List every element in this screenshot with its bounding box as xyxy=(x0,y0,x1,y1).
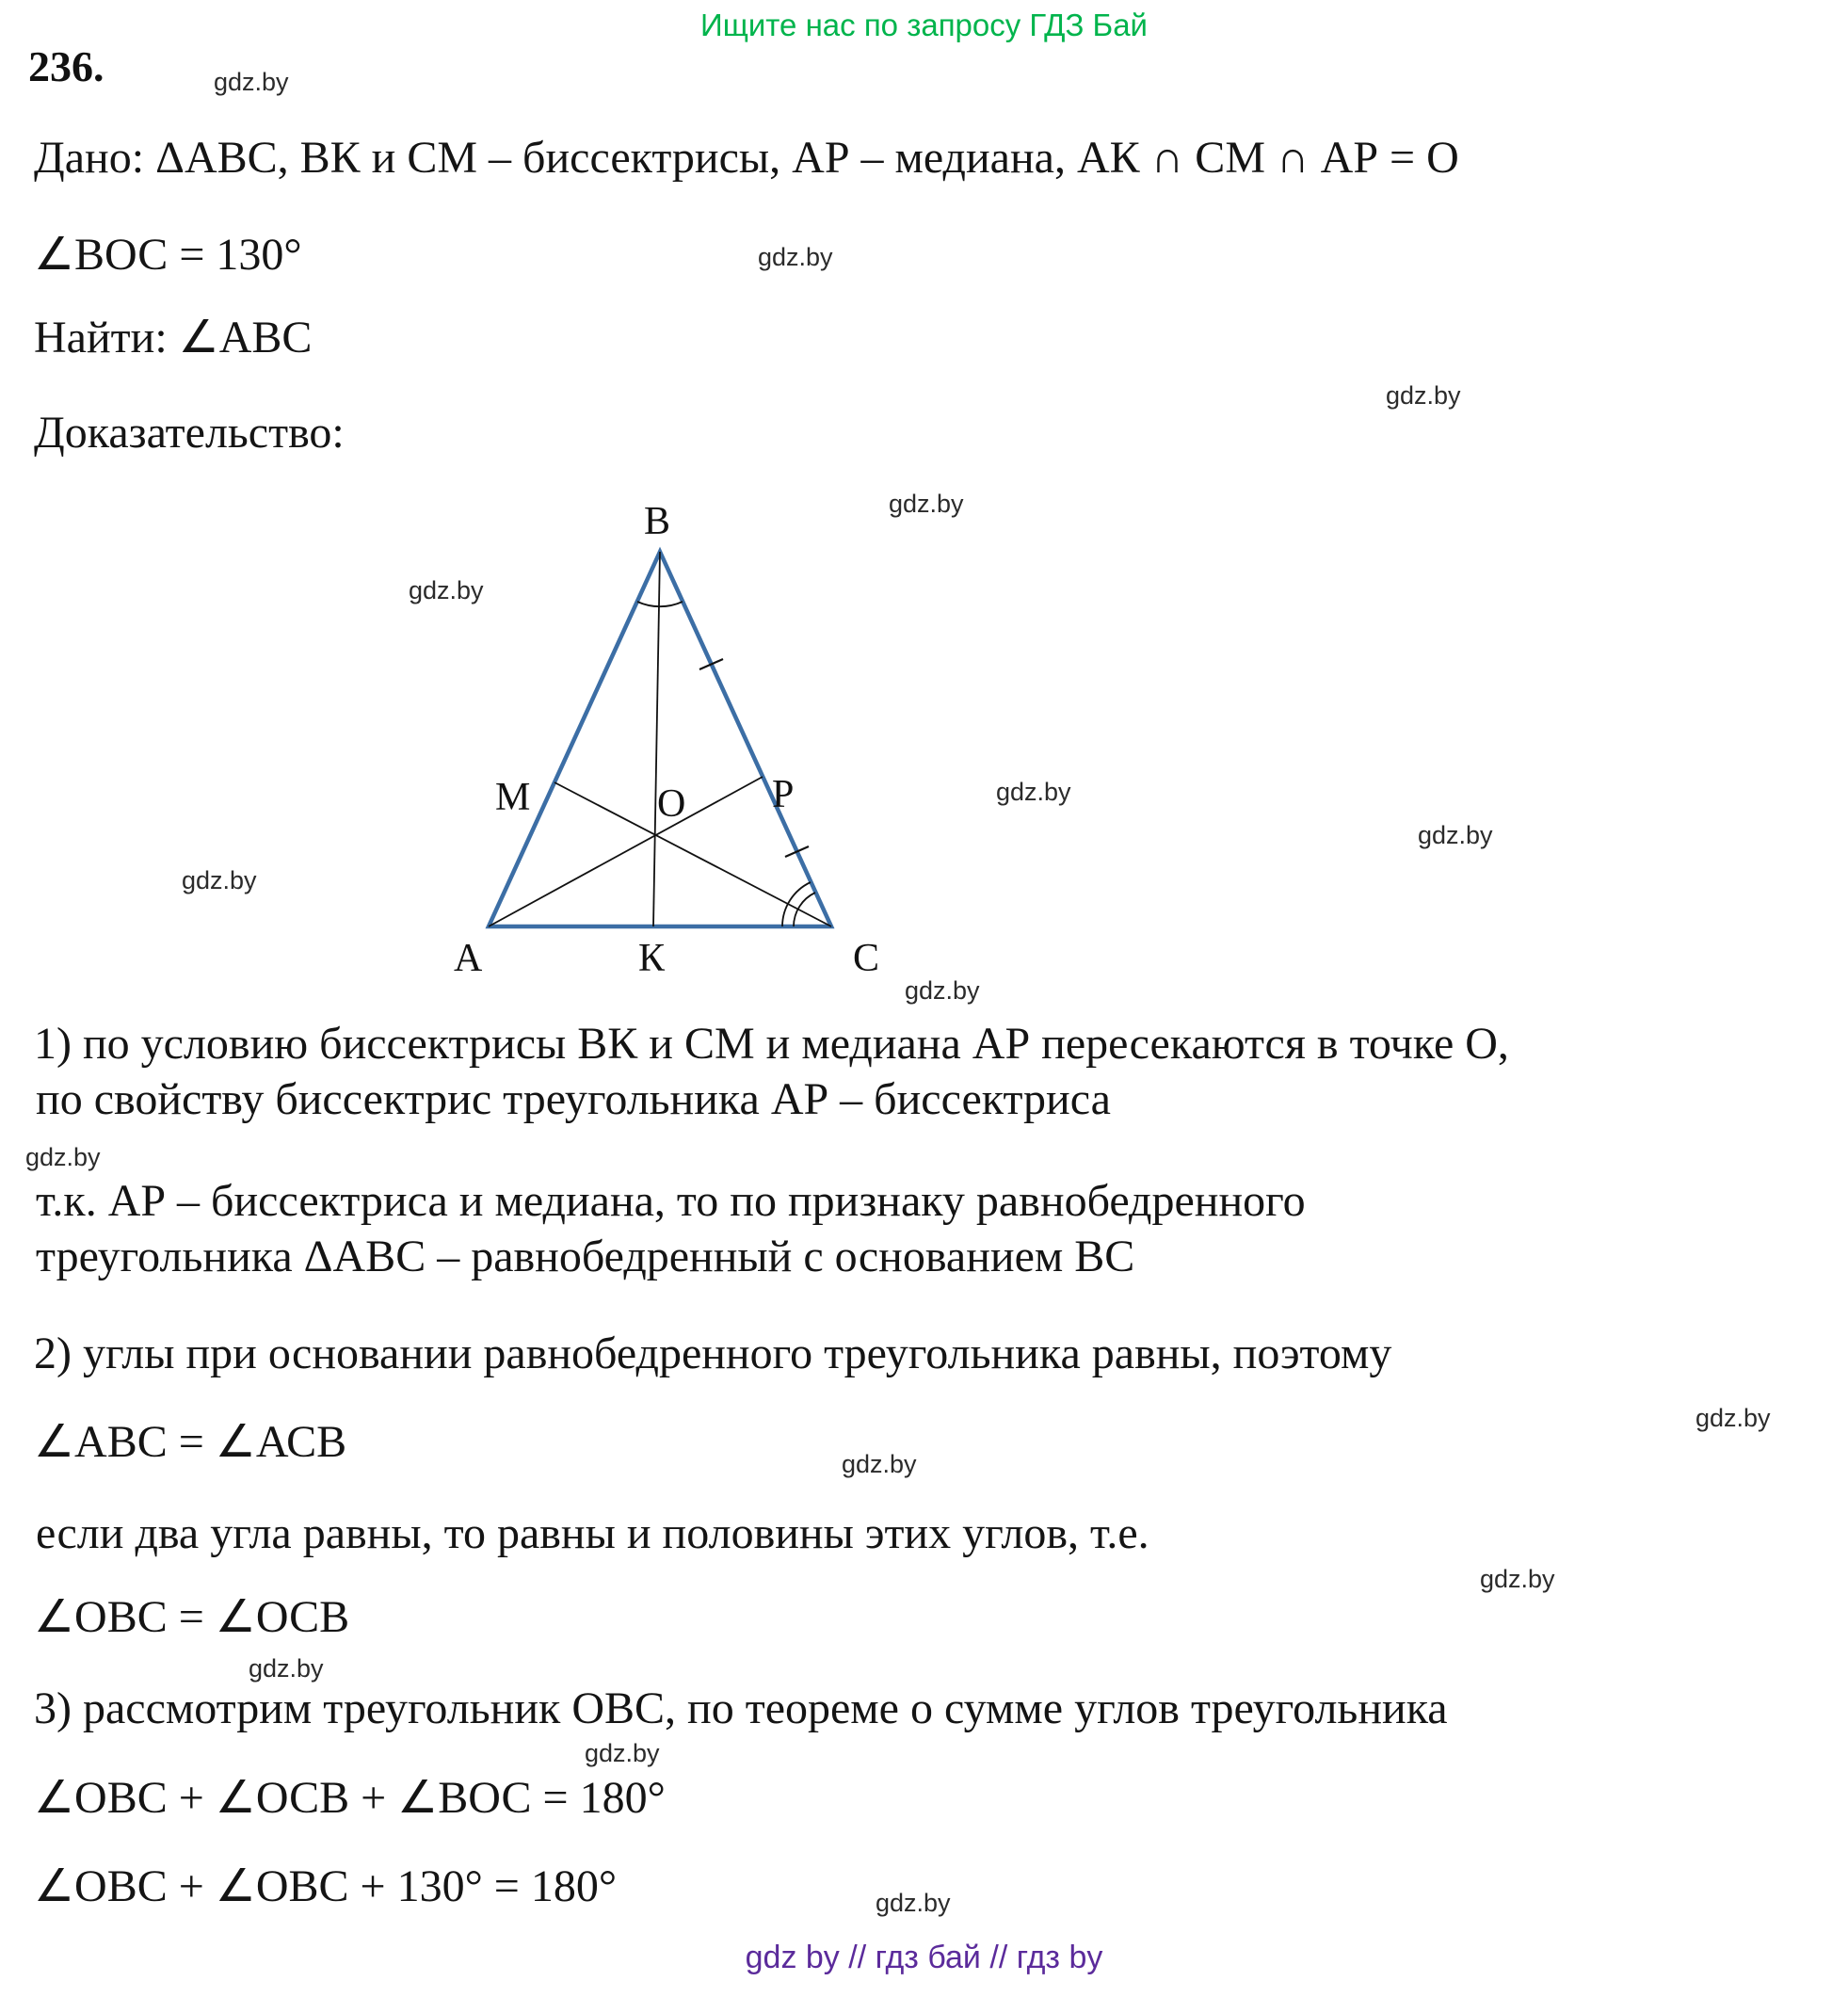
triangle-abc xyxy=(489,552,831,926)
point-label-o: О xyxy=(657,782,686,826)
angle-arc-c-inner xyxy=(794,893,815,926)
solution-eq1: ∠АВС = ∠АСВ xyxy=(34,1417,347,1467)
proof-heading: Доказательство: xyxy=(34,408,345,458)
watermark: gdz.by xyxy=(1480,1565,1555,1593)
point-label-m: М xyxy=(495,776,531,819)
watermark: gdz.by xyxy=(842,1450,917,1478)
watermark: gdz.by xyxy=(249,1654,324,1683)
watermark: gdz.by xyxy=(758,243,833,271)
angle-arc-b xyxy=(637,602,683,606)
watermark: gdz.by xyxy=(996,778,1071,806)
watermark: gdz.by xyxy=(1418,821,1493,849)
solution-step2-line2: треугольника ΔАВС – равнобедренный с основанием ВС xyxy=(36,1232,1135,1281)
promo-header: Ищите нас по запросу ГДЗ Бай xyxy=(700,8,1148,42)
solution-step4: если два угла равны, то равны и половины этих углов, т.е. xyxy=(36,1508,1149,1558)
vertex-label-a: А xyxy=(454,937,483,980)
find-line: Найти: ∠АВС xyxy=(34,313,313,362)
solution-step5: 3) рассмотрим треугольник ОВС, по теореме о сумме углов треугольника xyxy=(34,1683,1448,1733)
triangle-diagram xyxy=(405,485,970,1031)
point-label-k: К xyxy=(638,937,666,980)
watermark: gdz.by xyxy=(1386,381,1461,410)
given-angle-boc: ∠ВОС = 130° xyxy=(34,230,302,280)
angle-arc-c-outer xyxy=(782,882,811,926)
solution-eq4: ∠ОВС + ∠ОВС + 130° = 180° xyxy=(34,1861,618,1911)
problem-number: 236. xyxy=(28,42,104,90)
given-line: Дано: ΔАВС, ВК и СМ – биссектрисы, АР – медиана, АК ∩ СМ ∩ АР = О xyxy=(34,133,1459,183)
watermark: gdz.by xyxy=(1695,1404,1771,1432)
vertex-label-c: С xyxy=(853,937,880,980)
watermark: gdz.by xyxy=(585,1739,660,1767)
watermark: gdz.by xyxy=(889,490,964,518)
point-label-p: Р xyxy=(772,773,795,816)
watermark: gdz.by xyxy=(905,976,980,1005)
solution-eq2: ∠ОВС = ∠ОСВ xyxy=(34,1592,350,1642)
vertex-label-b: В xyxy=(644,500,671,543)
bisector-bk xyxy=(653,552,660,926)
watermark: gdz.by xyxy=(409,576,484,604)
watermark: gdz.by xyxy=(182,866,257,894)
watermark: gdz.by xyxy=(214,68,289,96)
solution-step1-line1: 1) по условию биссектрисы ВК и СМ и медиана АР пересекаются в точке О, xyxy=(34,1019,1509,1069)
solution-step1-line2: по свойству биссектрис треугольника АР – биссектриса xyxy=(36,1074,1111,1124)
watermark: gdz.by xyxy=(876,1889,951,1917)
solution-step2-line1: т.к. АР – биссектриса и медиана, то по признаку равнобедренного xyxy=(36,1176,1306,1226)
solution-step3: 2) углы при основании равнобедренного треугольника равны, поэтому xyxy=(34,1329,1392,1378)
solution-eq3: ∠ОВС + ∠ОСВ + ∠ВОС = 180° xyxy=(34,1773,666,1823)
footer-links[interactable]: gdz by // гдз бай // гдз by xyxy=(745,1940,1103,1975)
watermark: gdz.by xyxy=(25,1143,101,1171)
